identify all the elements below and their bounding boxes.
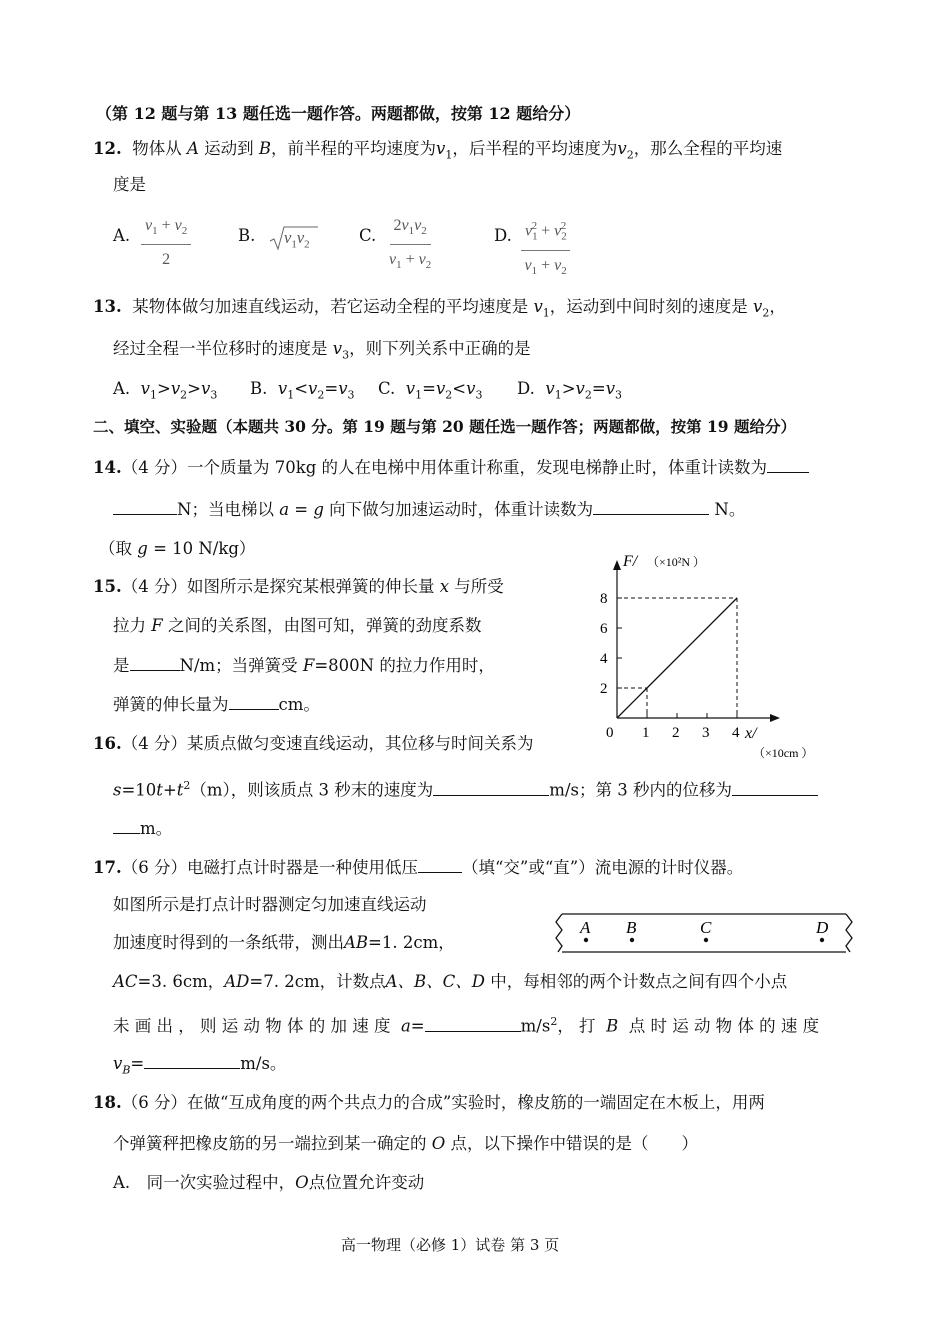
- question-18: 18.（6 分）在做“互成角度的两个共点力的合成”实验时，橡皮筋的一端固定在木板上，用两: [93, 1093, 765, 1112]
- q13-line2: 经过全程一半位移时的速度是 $v_3$，则下列关系中正确的是: [113, 339, 531, 362]
- q12-number: 12.: [93, 139, 122, 158]
- y-tick-label: 2: [600, 681, 608, 697]
- y-axis-unit: （×10²N ）: [647, 555, 706, 569]
- q17-line3: 加速度时得到的一条纸带，测出AB=1. 2cm，: [113, 933, 455, 952]
- x-axis-unit: （×10cm ）: [753, 746, 814, 760]
- force-extension-graph: [590, 548, 850, 763]
- q18-line2: 个弹簧秤把橡皮筋的另一端拉到某一确定的 O 点，以下操作中错误的是（ ）: [113, 1134, 699, 1153]
- q16-line2: $s=10t+t^2(m)$，则该质点 3 秒末的速度为 m/s；第 3 秒内的位移为: [113, 775, 818, 802]
- answer-blank[interactable]: [433, 779, 549, 796]
- x-axis-label: x/: [745, 725, 757, 742]
- q17-line2: 如图所示是打点计时器测定匀加速直线运动: [113, 895, 427, 914]
- option-c-fraction: $\frac{2v_1v_2}{v_1 + v_2}$: [389, 217, 432, 272]
- tape-point-dot: [630, 938, 634, 942]
- y-tick-label: 4: [600, 651, 608, 667]
- answer-blank[interactable]: [767, 456, 809, 473]
- tape-right-tear: [846, 914, 852, 952]
- tape-point-label: B: [626, 918, 637, 937]
- q12-line2: 度是: [113, 175, 146, 194]
- y-tick-label: 8: [600, 591, 608, 607]
- tape-point-dot: [584, 938, 588, 942]
- y-tick-label: 6: [600, 621, 608, 637]
- q16-line3: m。: [113, 817, 172, 840]
- x-tick-label: 2: [672, 725, 680, 741]
- tape-point-dot: [704, 938, 708, 942]
- q15-line3: 是 N/m；当弹簧受 F=800N 的拉力作用时，: [113, 656, 495, 675]
- x-tick-label: 4: [732, 725, 740, 741]
- q18-option-a[interactable]: A. 同一次实验过程中，O点位置允许变动: [113, 1173, 425, 1192]
- origin-label: 0: [606, 725, 614, 741]
- option-a-fraction: $\frac{v_1 + v_2}{2}$: [141, 215, 191, 271]
- answer-blank[interactable]: [113, 498, 177, 515]
- question-14: 14.（4 分）一个质量为 70kg 的人在电梯中用体重计称重，发现电梯静止时，体重计读数为: [93, 456, 809, 479]
- question-17: 17.（6 分）电磁打点计时器是一种使用低压 （填“交”或“直”）流电源的计时仪器。: [93, 858, 744, 877]
- tape-point-dot: [820, 938, 824, 942]
- paper-tape-figure: [550, 908, 860, 960]
- q17-line6: $v_B= m/s$。: [113, 1054, 287, 1077]
- answer-blank[interactable]: [425, 1015, 521, 1032]
- question-12: 12. 物体从 A 运动到 B，前半程的平均速度为$v_1$，后半程的平均速度为$v_2$，那么全程的平均速: [93, 139, 783, 162]
- page-footer: 高一物理（必修 1）试卷 第 3 页: [341, 1236, 560, 1254]
- answer-blank[interactable]: [418, 856, 462, 873]
- option-b-sqrt: $v_1v_2$: [268, 223, 294, 251]
- question-15: 15.（4 分）如图所示是探究某根弹簧的伸长量 x 与所受: [93, 577, 504, 596]
- answer-blank[interactable]: [144, 1052, 240, 1069]
- section-note: （第 12 题与第 13 题任选一题作答。两题都做，按第 12 题给分）: [96, 104, 581, 123]
- answer-blank[interactable]: [113, 817, 140, 834]
- answer-blank[interactable]: [229, 693, 279, 710]
- q14-line3: （取 g = 10 N/kg）: [99, 539, 256, 558]
- x-tick-label: 1: [642, 725, 650, 741]
- q15-line2: 拉力 F 之间的关系图，由图可知，弹簧的劲度系数: [113, 616, 482, 635]
- option-d-fraction: $\frac{v_1^2 + v_2^2}{v_1 + v_2}$: [521, 215, 570, 282]
- tape-point-label: D: [816, 918, 829, 937]
- section-2-title: 二、填空、实验题（本题共 30 分。第 19 题与第 20 题任选一题作答；两题都做，按第 19 题给分）: [93, 417, 796, 436]
- answer-blank[interactable]: [593, 498, 709, 515]
- tape-point-label: A: [580, 918, 591, 937]
- q13-options: A. $v_1>v_2>v_3$ B. $v_1<v_2=v_3$ C. $v_1=v_2<v_3$ D. $v_1>v_2=v_3$: [113, 379, 623, 402]
- q17-line5: 未 画 出 ， 则 运 动 物 体 的 加 速 度 $a= m/s^2$， 打 B 点 时 运 动 物 体 的 速 度: [113, 1015, 820, 1036]
- tape-point-label: C: [700, 918, 712, 937]
- x-axis-arrow-icon: [770, 714, 780, 722]
- answer-blank[interactable]: [732, 779, 818, 796]
- y-axis-arrow-icon: [613, 560, 621, 570]
- q17-line4: AC=3. 6cm，AD=7. 2cm，计数点A、B、C、D 中，每相邻的两个计数点之间有四个小点: [113, 972, 788, 991]
- tape-left-tear: [556, 914, 562, 952]
- y-axis-label: F/: [623, 553, 638, 570]
- data-line-series: [617, 598, 737, 718]
- q14-line2: N；当电梯以 a = g 向下做匀加速运动时，体重计读数为 N。: [113, 498, 745, 521]
- question-16: 16.（4 分）某质点做匀变速直线运动，其位移与时间关系为: [93, 734, 534, 753]
- x-tick-label: 3: [702, 725, 710, 741]
- q12-options: A. $\frac{v_1 + v_2}{2}$ B. $v_1v_2$ C. $\frac{2v_1v_2}{v_1 + v_2}$ D. $\frac{v_1^2 + v_2^2}{v_1 + v_2}$: [113, 215, 853, 275]
- q15-line4: 弹簧的伸长量为 cm。: [113, 695, 320, 714]
- question-13: 13. 某物体做匀加速直线运动，若它运动全程的平均速度是 $v_1$，运动到中间时刻的速度是 $v_2$，: [93, 297, 786, 320]
- answer-blank[interactable]: [130, 654, 180, 671]
